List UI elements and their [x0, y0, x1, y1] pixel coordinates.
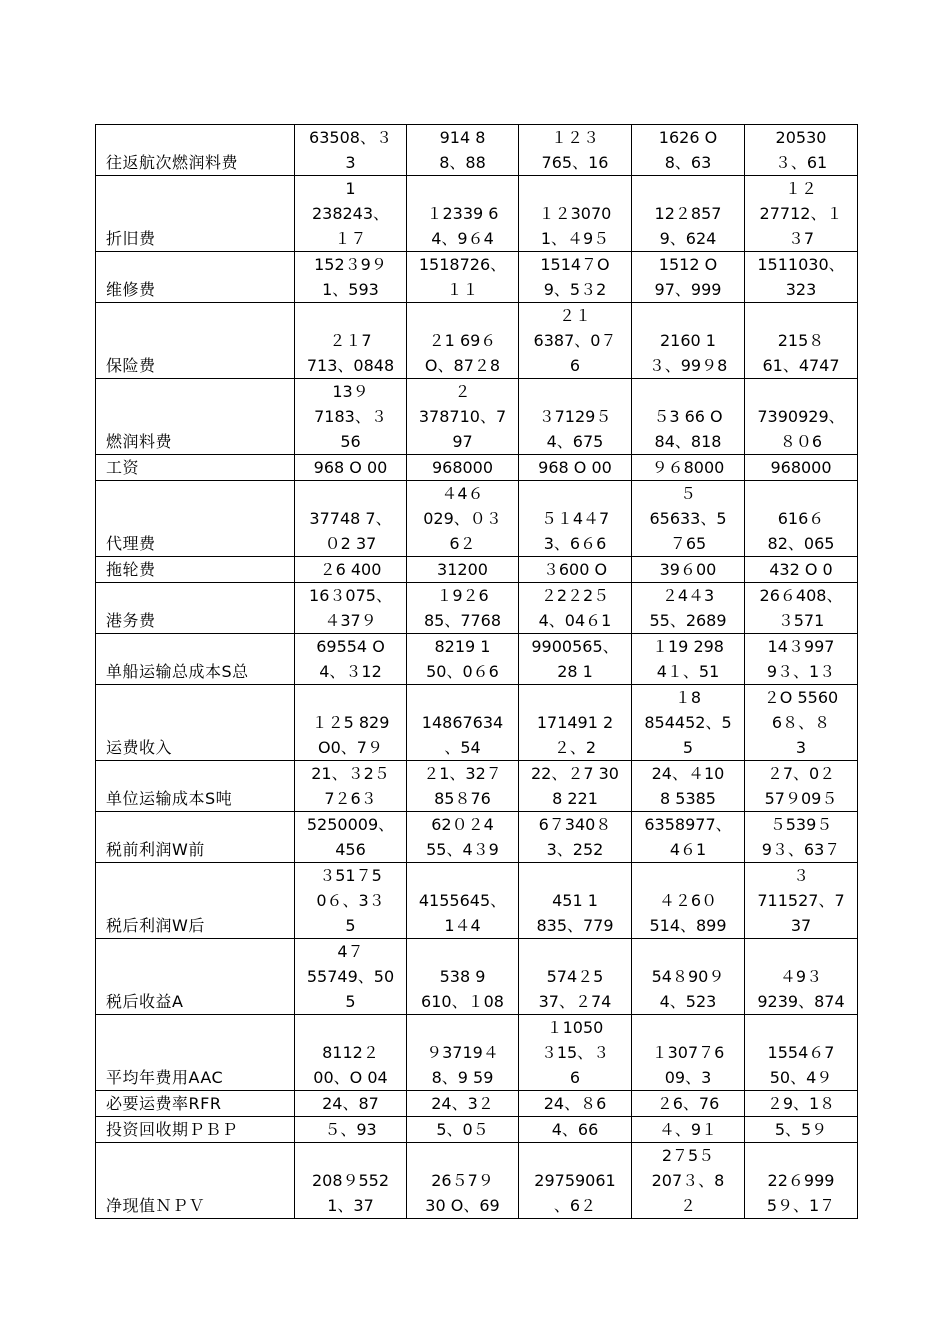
row-label: 拖轮费	[96, 557, 295, 583]
table-cell: 24、3２	[407, 1091, 519, 1117]
table-cell: ４4６ 029、０３ 6２	[407, 481, 519, 557]
table-cell: ２4４3 55、2689	[632, 583, 745, 634]
table-cell: 2160 1 ３、99９8	[632, 303, 745, 379]
table-cell: 24、87	[295, 1091, 407, 1117]
row-label: 港务费	[96, 583, 295, 634]
table-row	[96, 634, 858, 685]
row-label: 代理费	[96, 481, 295, 557]
row-label: 税后利润W后	[96, 863, 295, 939]
table-cell: ４、9１	[632, 1117, 745, 1143]
table-cell: 1511030、 323	[745, 252, 858, 303]
row-label: 平均年费用AAC	[96, 1015, 295, 1091]
table-cell: ２1 69６ O、87２8	[407, 303, 519, 379]
table-cell: 6358977、 4６1	[632, 812, 745, 863]
table-cell: 1514７O 9、5３2	[519, 252, 632, 303]
table-cell: ２1、32７ 85８76	[407, 761, 519, 812]
table-cell: 968000	[407, 455, 519, 481]
table-cell: 538 9 610、１08	[407, 939, 519, 1015]
table-row	[96, 812, 858, 863]
table-cell: 26６408、 ３571	[745, 583, 858, 634]
table-cell: 6７340８ 3、252	[519, 812, 632, 863]
table-cell: 5、5９	[745, 1117, 858, 1143]
table-cell: ５ 65633、5 ７65	[632, 481, 745, 557]
table-cell: 20530 ３、61	[745, 125, 858, 176]
row-label: 折旧费	[96, 176, 295, 252]
table-cell: １1050 ３15、３ 6	[519, 1015, 632, 1091]
table-cell: １9２6 85、7768	[407, 583, 519, 634]
table-cell: ５１4４7 3、6６6	[519, 481, 632, 557]
table-cell: ２6 400	[295, 557, 407, 583]
table-cell: 152３9９ 1、593	[295, 252, 407, 303]
table-row	[96, 379, 858, 455]
table-cell: ５、93	[295, 1117, 407, 1143]
table-cell: ２2２2５ 4、04６1	[519, 583, 632, 634]
table-cell: 1626 O 8、63	[632, 125, 745, 176]
table-cell: 968 O 00	[295, 455, 407, 481]
table-cell: １２5 829 O0、7９	[295, 685, 407, 761]
row-label: 燃润料费	[96, 379, 295, 455]
table-cell: 14867634 、54	[407, 685, 519, 761]
table-cell: 12２857 9、624	[632, 176, 745, 252]
table-cell: 2７5５ 207３、8 ２	[632, 1143, 745, 1219]
table-cell: 54８90９ 4、523	[632, 939, 745, 1015]
table-cell: ２6、76	[632, 1091, 745, 1117]
table-cell: 1 238243、 １７	[295, 176, 407, 252]
table-row	[96, 761, 858, 812]
table-cell: 208９552 1、37	[295, 1143, 407, 1219]
table-body	[96, 125, 858, 1219]
table-cell: 31200	[407, 557, 519, 583]
table-cell: 574２5 37、２74	[519, 939, 632, 1015]
table-cell: 4７ 55749、50 5	[295, 939, 407, 1015]
table-cell: 968 O 00	[519, 455, 632, 481]
table-cell: 1518726、 １１	[407, 252, 519, 303]
table-cell: 16３075、 ４37９	[295, 583, 407, 634]
table-cell: 7390929、 ８０6	[745, 379, 858, 455]
table-row	[96, 455, 858, 481]
table-cell: １2339 6 4、9６4	[407, 176, 519, 252]
table-cell: 215８ 61、4747	[745, 303, 858, 379]
table-cell: 24、８6	[519, 1091, 632, 1117]
table-cell: 69554 O 4、３12	[295, 634, 407, 685]
table-cell: 4、66	[519, 1117, 632, 1143]
table-cell: 616６ 82、065	[745, 481, 858, 557]
table-cell: 37748 7、 ０2 37	[295, 481, 407, 557]
table-cell: 1512 O 97、999	[632, 252, 745, 303]
table-cell: ４２6０ 514、899	[632, 863, 745, 939]
row-label: 单位运输成本S吨	[96, 761, 295, 812]
table-cell: 29759061 、6２	[519, 1143, 632, 1219]
table-cell: 21、３2５ 7２6３	[295, 761, 407, 812]
table-cell: 62０２4 55、4３9	[407, 812, 519, 863]
table-cell: 22、２7 30 8 221	[519, 761, 632, 812]
table-row	[96, 1143, 858, 1219]
table-cell: ５3 66 O 84、818	[632, 379, 745, 455]
table-cell: 914 8 8、88	[407, 125, 519, 176]
table-cell: ３51７5 0６、3３ 5	[295, 863, 407, 939]
table-cell: 24、４10 8 5385	[632, 761, 745, 812]
row-label: 税前利润W前	[96, 812, 295, 863]
table-cell: 26５7９ 30 O、69	[407, 1143, 519, 1219]
table-cell: 8112２ 00、O 04	[295, 1015, 407, 1091]
table-cell: 968000	[745, 455, 858, 481]
table-cell: １２３ 765、16	[519, 125, 632, 176]
table-cell: ３ 711527、7 37	[745, 863, 858, 939]
table-cell: 1554６7 50、4９	[745, 1015, 858, 1091]
table-row	[96, 685, 858, 761]
table-row	[96, 583, 858, 634]
table-row	[96, 557, 858, 583]
table-cell: 9900565、 28 1	[519, 634, 632, 685]
table-cell: 63508、３ 3	[295, 125, 407, 176]
row-label: 往返航次燃润料费	[96, 125, 295, 176]
table-cell: ２１7 713、0848	[295, 303, 407, 379]
table-cell: 5、0５	[407, 1117, 519, 1143]
table-cell: ２9、1８	[745, 1091, 858, 1117]
table-cell: 451 1 835、779	[519, 863, 632, 939]
row-label: 投资回收期ＰＢＰ	[96, 1117, 295, 1143]
table-cell: ２O 5560 6８、８ 3	[745, 685, 858, 761]
table-cell: ２１ 6387、0７ 6	[519, 303, 632, 379]
table-cell: 432 O 0	[745, 557, 858, 583]
table-cell: ３7129５ 4、675	[519, 379, 632, 455]
table-cell: ９６8000	[632, 455, 745, 481]
table-cell: ２7、0２ 57９09５	[745, 761, 858, 812]
table-cell: ４9３ 9239、874	[745, 939, 858, 1015]
table-row	[96, 1091, 858, 1117]
table-cell: ９3719４ 8、9 59	[407, 1015, 519, 1091]
row-label: 净现值ＮＰＶ	[96, 1143, 295, 1219]
row-label: 运费收入	[96, 685, 295, 761]
table-cell: 39６00	[632, 557, 745, 583]
table-cell: ３600 O	[519, 557, 632, 583]
table-cell: 4155645、 1４4	[407, 863, 519, 939]
table-row	[96, 1117, 858, 1143]
row-label: 维修费	[96, 252, 295, 303]
row-label: 单船运输总成本S总	[96, 634, 295, 685]
table-cell: １２3070 1、４9５	[519, 176, 632, 252]
table-cell: ５539５ 9３、63７	[745, 812, 858, 863]
row-label: 必要运费率RFR	[96, 1091, 295, 1117]
table-cell: １8 854452、5 5	[632, 685, 745, 761]
table-cell: 13９ 7183、３ 56	[295, 379, 407, 455]
table-row	[96, 939, 858, 1015]
row-label: 保险费	[96, 303, 295, 379]
table-row	[96, 481, 858, 557]
table-cell: １307７6 09、3	[632, 1015, 745, 1091]
table-cell: 8219 1 50、0６6	[407, 634, 519, 685]
table-row	[96, 125, 858, 176]
row-label: 工资	[96, 455, 295, 481]
table-row	[96, 176, 858, 252]
table-cell: １19 298 4１、51	[632, 634, 745, 685]
table-cell: 22６999 5９、1７	[745, 1143, 858, 1219]
table-row	[96, 863, 858, 939]
table-row	[96, 303, 858, 379]
row-label: 税后收益A	[96, 939, 295, 1015]
table-cell: 5250009、 456	[295, 812, 407, 863]
table-cell: 14３997 9３、1３	[745, 634, 858, 685]
table-row	[96, 1015, 858, 1091]
cost-comparison-table	[95, 124, 858, 1219]
table-row	[96, 252, 858, 303]
table-cell: ２ 378710、7 97	[407, 379, 519, 455]
table-cell: 171491 2 ２、2	[519, 685, 632, 761]
table-cell: １２ 27712、１ ３7	[745, 176, 858, 252]
